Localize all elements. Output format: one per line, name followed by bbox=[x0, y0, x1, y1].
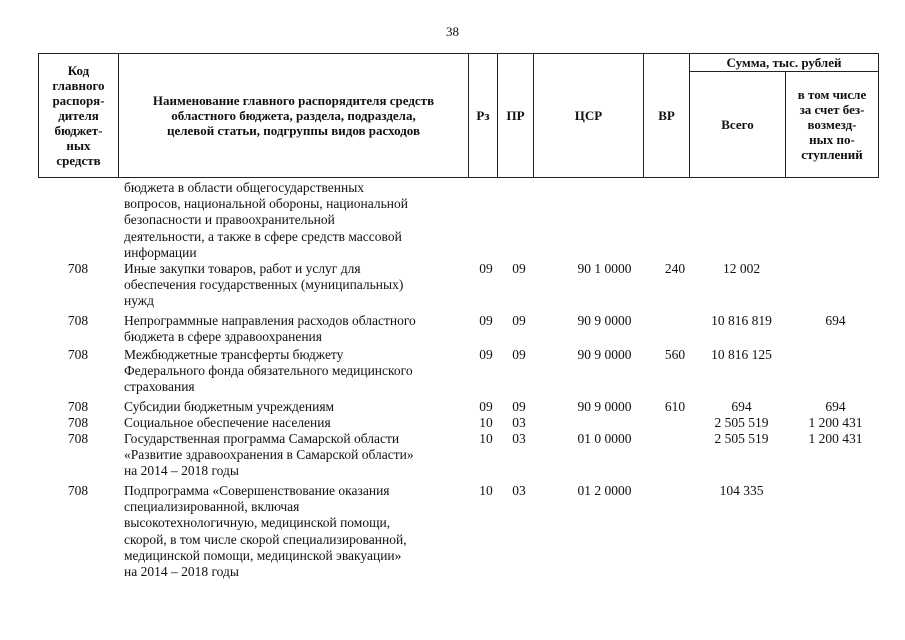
header-grant: в том числе за счет без- возмезд- ных по- ступлений bbox=[786, 72, 879, 178]
row-grant: 1 200 431 bbox=[808, 431, 863, 446]
row-pr: 03 bbox=[512, 483, 526, 498]
row-name: Подпрограмма «Совершенствование оказания специализированной, включая высокотехнологичную, медицинской помощи, скорой, в том числе скорой специализированной, медицинской помощи, медицинской эвакуации» на 2014 – 2018 годы bbox=[124, 483, 407, 580]
header-total: Всего bbox=[690, 72, 786, 178]
row-code: 708 bbox=[67, 313, 89, 328]
row-rz: 09 bbox=[479, 261, 493, 276]
row-vr: 610 bbox=[664, 399, 686, 414]
table-row bbox=[38, 483, 883, 583]
row-pr: 09 bbox=[512, 313, 526, 328]
table-row bbox=[38, 399, 883, 415]
row-csr: 90 9 0000 bbox=[577, 347, 632, 362]
header-csr: ЦСР bbox=[534, 54, 644, 178]
row-csr: 01 0 0000 bbox=[577, 431, 632, 446]
row-pr: 09 bbox=[512, 261, 526, 276]
header-vr: ВР bbox=[644, 54, 690, 178]
row-name: Непрограммные направления расходов областного бюджета в сфере здравоохранения bbox=[124, 313, 416, 345]
table-row bbox=[38, 415, 883, 431]
row-name: Субсидии бюджетным учреждениям bbox=[124, 399, 335, 414]
table-row bbox=[38, 261, 883, 313]
row-code: 708 bbox=[67, 261, 89, 276]
row-code: 708 bbox=[67, 347, 89, 362]
table-header bbox=[38, 53, 879, 178]
row-rz: 09 bbox=[479, 313, 493, 328]
row-total: 104 335 bbox=[719, 483, 764, 498]
row-total: 12 002 bbox=[722, 261, 761, 276]
header-name: Наименование главного распорядителя средств областного бюджета, раздела, подраздела, целевой статьи, подгруппы видов расходов bbox=[119, 54, 469, 178]
table-row bbox=[38, 431, 883, 483]
row-csr: 90 9 0000 bbox=[577, 399, 632, 414]
table-row bbox=[38, 180, 883, 261]
row-name: Социальное обеспечение населения bbox=[124, 415, 331, 430]
row-name: Межбюджетные трансферты бюджету Федерального фонда обязательного медицинского страхования bbox=[124, 347, 413, 395]
row-total: 2 505 519 bbox=[714, 431, 769, 446]
row-csr: 01 2 0000 bbox=[577, 483, 632, 498]
row-grant: 1 200 431 bbox=[808, 415, 863, 430]
table-row bbox=[38, 347, 883, 399]
row-csr: 90 9 0000 bbox=[577, 313, 632, 328]
row-rz: 10 bbox=[479, 415, 493, 430]
row-rz: 09 bbox=[479, 347, 493, 362]
row-pr: 09 bbox=[512, 347, 526, 362]
row-total: 10 816 819 bbox=[711, 313, 772, 328]
row-grant: 694 bbox=[825, 399, 846, 414]
row-code: 708 bbox=[67, 399, 89, 414]
header-code: Код главного распоря- дителя бюджет- ных средств bbox=[39, 54, 119, 178]
table-body bbox=[38, 180, 883, 583]
row-pr: 03 bbox=[512, 431, 526, 446]
header-rz: Рз bbox=[469, 54, 498, 178]
row-code: 708 bbox=[67, 431, 89, 446]
header-sum-title: Сумма, тыс. рублей bbox=[690, 54, 879, 72]
row-pr: 03 bbox=[512, 415, 526, 430]
row-name: Государственная программа Самарской области «Развитие здравоохранения в Самарской области» на 2014 – 2018 годы bbox=[124, 431, 414, 479]
header-pr: ПР bbox=[498, 54, 534, 178]
row-rz: 10 bbox=[479, 483, 493, 498]
row-grant: 694 bbox=[825, 313, 846, 328]
row-rz: 10 bbox=[479, 431, 493, 446]
row-total: 2 505 519 bbox=[714, 415, 769, 430]
row-pr: 09 bbox=[512, 399, 526, 414]
table-row bbox=[38, 313, 883, 347]
row-code: 708 bbox=[67, 483, 89, 498]
row-total: 10 816 125 bbox=[711, 347, 772, 362]
row-total: 694 bbox=[731, 399, 752, 414]
row-code: 708 bbox=[67, 415, 89, 430]
row-name: бюджета в области общегосударственных вопросов, национальной обороны, национальной безопасности и правоохранительной деятельности, а также в сфере средств массовой информации bbox=[124, 180, 408, 260]
row-name: Иные закупки товаров, работ и услуг для обеспечения государственных (муниципальных) нужд bbox=[124, 261, 404, 309]
row-vr: 560 bbox=[664, 347, 686, 362]
row-vr: 240 bbox=[664, 261, 686, 276]
row-rz: 09 bbox=[479, 399, 493, 414]
page-number: 38 bbox=[446, 24, 459, 39]
row-csr: 90 1 0000 bbox=[577, 261, 632, 276]
